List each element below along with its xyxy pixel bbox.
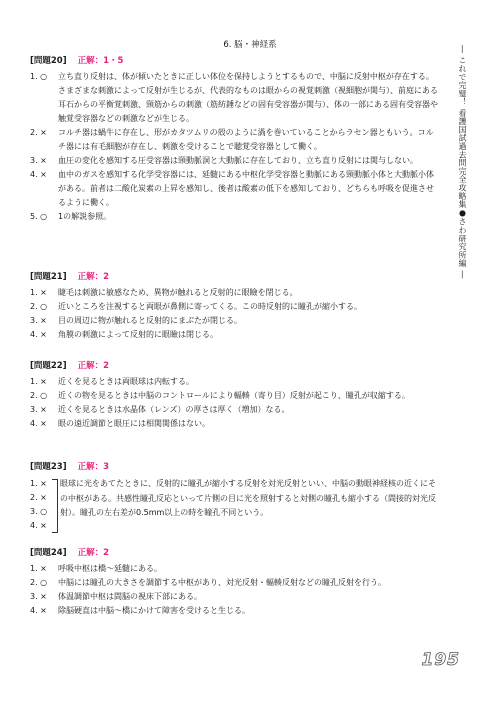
question-header: [30, 461, 440, 474]
list-item: [30, 168, 440, 210]
choice-marker: 1. ×: [30, 377, 47, 386]
explanation-text: コルチ器は蝸牛に存在し、形がカタツムリの殻のように渦を巻いていることからラセン器ともいう。コルチ器には有毛細胞が存在し、刺激を受けることで聴覚受容器として働く。: [58, 128, 434, 151]
question-21: [30, 271, 440, 342]
choice-marker: 4. ×: [30, 521, 47, 530]
list-item: [30, 417, 440, 431]
list-item: [30, 286, 440, 300]
question-label: [問題24]: [30, 548, 67, 558]
question-label: [問題21]: [30, 272, 67, 282]
choice-marker: 2. ○: [30, 578, 48, 587]
question-23: [30, 461, 440, 541]
explanation-text: 近くの物を見るときは中脳のコントロールにより輻輳（寄り目）反射が起こり、瞳孔が収縮する。: [58, 391, 410, 400]
page-number: 195: [421, 650, 460, 670]
choice-marker: 2. ○: [30, 302, 48, 311]
explanation-text: 血圧の変化を感知する圧受容器は頸動脈洞と大動脈に存在しており、立ち直り反射には関与しない。: [58, 156, 418, 165]
choice-marker: 1. ×: [30, 564, 47, 573]
list-item: [30, 604, 440, 618]
list-item: [30, 328, 440, 342]
question-header: [30, 360, 440, 373]
answer-label: 正解：2: [77, 548, 109, 558]
list-item: [30, 314, 440, 328]
choice-marker: 2. ×: [30, 128, 47, 137]
list-item: [30, 576, 440, 590]
list-item: [30, 300, 440, 314]
question-label: [問題23]: [30, 462, 67, 472]
question-header: [30, 547, 440, 560]
question-header: [30, 271, 440, 284]
explanation-text: 呼吸中枢は橋～延髄にある。: [58, 564, 162, 573]
list-item: [30, 590, 440, 604]
list-item: [30, 210, 440, 224]
list-item: [30, 126, 440, 154]
explanation-text: 角膜の刺激によって反射的に眼瞼は閉じる。: [58, 330, 218, 339]
choice-marker: 3. ×: [30, 316, 47, 325]
explanation-text: 近くを見るときは水晶体（レンズ）の厚さは厚く（増加）なる。: [58, 405, 290, 414]
choice-marker: 4. ×: [30, 606, 47, 615]
question-header: [30, 55, 440, 68]
choice-marker: 3. ○: [30, 507, 48, 516]
list-item: [30, 70, 440, 126]
choice-marker: 3. ×: [30, 156, 47, 165]
answer-label: 正解：2: [77, 272, 109, 282]
choice-marker: 1. ×: [30, 479, 47, 488]
choice-marker: 4. ×: [30, 170, 47, 179]
question-22: [30, 360, 440, 431]
list-item: [30, 375, 440, 389]
answer-label: 正解：2: [77, 361, 109, 371]
explanation-text: 近いところを注視すると両眼が鼻側に寄ってくる。この時反射的に瞳孔が縮小する。: [58, 302, 362, 311]
question-label: [問題20]: [30, 56, 67, 66]
explanation-text: 近くを見るときは両眼球は内転する。: [58, 377, 194, 386]
explanation-text: 立ち直り反射は、体が傾いたときに正しい体位を保持しようとするもので、中脳に反射中枢が存在する。さまざまな刺激によって反射が生じるが、代表的なものは眼からの視覚刺激（視細胞が関与）、前庭にある耳石からの平衡覚刺激、頸筋からの刺激（筋紡錘などの固有受容器が関与）、体の一部にある固有受容器や触覚受容器などの刺激などが生じる。: [58, 72, 438, 123]
answer-label: 正解：3: [77, 462, 109, 472]
explanation-text: 睫毛は刺激に敏感なため、異物が触れると反射的に眼瞼を閉じる。: [58, 288, 298, 297]
choice-marker: 4. ×: [30, 330, 47, 339]
choice-marker: 3. ×: [30, 592, 47, 601]
explanation-text: 眼の遠近調節と眼圧には相関関係はない。: [58, 419, 210, 428]
explanation-text: 血中のガスを感知する化学受容器には、延髄にある中枢化学受容器と動脈にある頸動脈小体と大動脈小体がある。前者は二酸化炭素の上昇を感知し、後者は酸素の低下を感知しており、どちらも呼吸を促進させるように働く。: [58, 170, 434, 207]
question-24: [30, 547, 440, 618]
choice-marker: 2. ○: [30, 391, 48, 400]
choice-marker-group: [30, 477, 52, 533]
choice-marker: 1. ○: [30, 72, 48, 81]
question-20: [30, 55, 440, 224]
explanation-text: 1の解説参照。: [58, 212, 112, 221]
list-item: [30, 403, 440, 417]
explanation-text: 中脳には瞳孔の大きさを調節する中枢があり、対光反射・輻輳反射などの瞳孔反射を行う。: [58, 578, 386, 587]
explanation-text: 除脳硬直は中脳～橋にかけて障害を受けると生じる。: [58, 606, 250, 615]
choice-marker: 2. ×: [30, 493, 47, 502]
choice-marker: 1. ×: [30, 288, 47, 297]
choice-marker: 5. ○: [30, 212, 48, 221]
list-item: [30, 389, 440, 403]
explanation-text: 目の周辺に物が触れると反射的にまぶたが閉じる。: [58, 316, 242, 325]
list-item: [30, 562, 440, 576]
choice-marker: 4. ×: [30, 419, 47, 428]
grouping-brace: [52, 479, 58, 533]
explanation-text: 体温調節中枢は間脳の視床下部にある。: [58, 592, 202, 601]
choice-marker: 3. ×: [30, 405, 47, 414]
list-item: [30, 154, 440, 168]
question-label: [問題22]: [30, 361, 67, 371]
answer-label: 正解：1・5: [77, 56, 124, 66]
side-series-title: ― これで完璧！ 看護国試過去問完全攻略集●さわ研究所編 ―: [458, 45, 467, 279]
explanation-text: 眼球に光をあてたときに、反射的に瞳孔が縮小する反射を対光反射といい、中脳の動眼神経核の近くにその中枢がある。共感性瞳孔反応といって片側の目に光を照射すると対側の瞳孔も縮小する（間接的対光反射）。瞳孔の左右差が0.5mm以上の時を瞳孔不同という。: [60, 479, 436, 517]
chapter-header: 6. 脳・神経系: [223, 40, 277, 50]
